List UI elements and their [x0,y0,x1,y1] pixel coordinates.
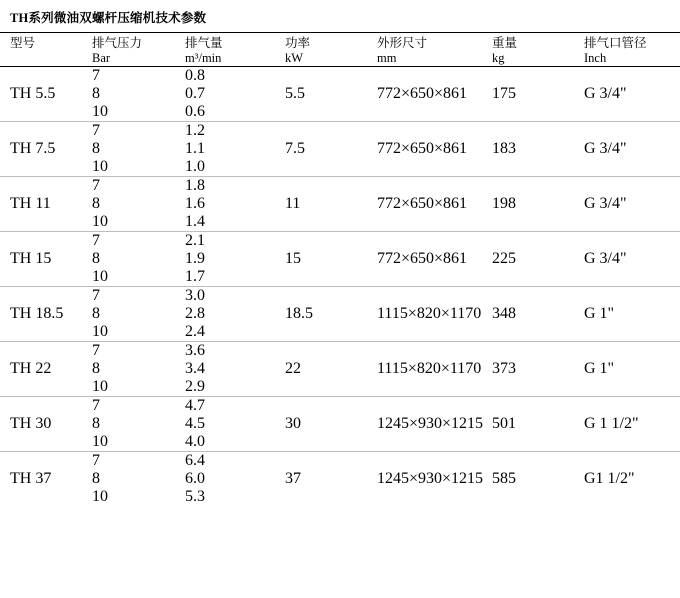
cell-power [285,323,377,341]
cell-pressure: 7 [92,177,100,194]
cell-power [285,158,377,176]
table-row [0,213,680,231]
cell-port: G1 1/2" [584,470,635,487]
specifications-table [0,32,680,506]
column-header-weight: 重量 [492,36,518,50]
cell-flow: 0.8 [185,67,205,84]
table-row [0,470,680,488]
cell-port [584,67,680,86]
cell-model [0,232,90,251]
cell-dimension [377,268,492,286]
cell-weight [492,342,584,361]
cell-power [285,287,377,306]
header-unit-row [0,51,680,66]
cell-flow: 1.4 [185,213,205,230]
page-title: TH系列微油双螺杆压缩机技术参数 [10,11,207,25]
cell-power [285,452,377,471]
cell-port: G 3/4" [584,250,627,267]
column-header-flow: 排气量 [185,36,223,50]
cell-flow: 1.0 [185,158,205,175]
cell-dimension: 772×650×861 [377,195,468,212]
cell-weight [492,177,584,196]
cell-port [584,378,680,396]
table-row [0,195,680,213]
cell-weight: 225 [492,250,516,267]
cell-flow: 4.0 [185,433,205,450]
table-row [0,360,680,378]
cell-weight [492,122,584,141]
cell-flow: 1.9 [185,250,205,267]
cell-power [285,488,377,506]
cell-flow: 3.6 [185,342,205,359]
cell-weight [492,378,584,396]
cell-dimension: 772×650×861 [377,140,468,157]
table-row [0,103,680,121]
cell-dimension [377,452,492,471]
cell-model [0,268,90,286]
table-row [0,250,680,268]
table-row [0,397,680,416]
table-row [0,268,680,286]
cell-weight [492,452,584,471]
cell-model [0,323,90,341]
cell-power: 5.5 [285,85,305,102]
cell-model [0,433,90,451]
cell-port [584,397,680,416]
table-row [0,488,680,506]
cell-port: G 1 1/2" [584,415,639,432]
cell-model [0,488,90,506]
cell-flow: 1.8 [185,177,205,194]
cell-flow: 4.7 [185,397,205,414]
cell-weight [492,103,584,121]
cell-flow: 6.0 [185,470,205,487]
unit-dimension: mm [377,51,397,65]
cell-pressure: 7 [92,122,100,139]
cell-flow: 0.7 [185,85,205,102]
cell-power [285,103,377,121]
cell-weight: 585 [492,470,516,487]
cell-port [584,342,680,361]
cell-model: TH 5.5 [10,85,56,102]
table-row [0,378,680,396]
cell-port: G 1" [584,305,615,322]
cell-dimension: 1245×930×1215 [377,415,484,432]
cell-pressure: 7 [92,287,100,304]
cell-power: 22 [285,360,301,377]
cell-port [584,158,680,176]
cell-dimension [377,287,492,306]
cell-port [584,177,680,196]
cell-dimension: 1245×930×1215 [377,470,484,487]
cell-model: TH 7.5 [10,140,56,157]
cell-flow: 5.3 [185,488,205,505]
cell-pressure: 10 [92,268,108,285]
cell-power [285,213,377,231]
cell-dimension [377,232,492,251]
cell-power [285,342,377,361]
cell-flow: 3.0 [185,287,205,304]
cell-pressure: 8 [92,360,100,377]
table-row [0,452,680,471]
cell-flow: 1.1 [185,140,205,157]
cell-port [584,103,680,121]
table-row [0,158,680,176]
unit-model [0,51,90,66]
cell-port [584,433,680,451]
cell-port: G 3/4" [584,195,627,212]
cell-pressure: 7 [92,67,100,84]
cell-dimension: 772×650×861 [377,250,468,267]
cell-model [0,397,90,416]
cell-port [584,232,680,251]
cell-flow: 1.6 [185,195,205,212]
cell-power: 15 [285,250,301,267]
table-row [0,177,680,196]
cell-weight [492,287,584,306]
cell-power [285,232,377,251]
cell-dimension [377,397,492,416]
cell-port [584,323,680,341]
cell-power [285,433,377,451]
cell-flow: 3.4 [185,360,205,377]
table-row [0,140,680,158]
cell-port [584,488,680,506]
cell-port [584,268,680,286]
cell-weight: 348 [492,305,516,322]
cell-weight: 175 [492,85,516,102]
cell-port [584,452,680,471]
cell-weight [492,232,584,251]
cell-power: 30 [285,415,301,432]
cell-model [0,213,90,231]
cell-power: 37 [285,470,301,487]
cell-port: G 3/4" [584,85,627,102]
cell-dimension [377,122,492,141]
table-header [0,33,680,67]
cell-model: TH 22 [10,360,52,377]
cell-flow: 1.2 [185,122,205,139]
cell-power: 7.5 [285,140,305,157]
cell-flow: 0.6 [185,103,205,120]
cell-dimension [377,488,492,506]
cell-pressure: 7 [92,232,100,249]
cell-flow: 1.7 [185,268,205,285]
cell-model [0,378,90,396]
cell-pressure: 8 [92,250,100,267]
table-row [0,415,680,433]
cell-pressure: 10 [92,323,108,340]
cell-model [0,452,90,471]
cell-pressure: 10 [92,103,108,120]
cell-weight [492,488,584,506]
cell-port: G 1" [584,360,615,377]
cell-pressure: 10 [92,433,108,450]
table-row [0,287,680,306]
cell-weight [492,397,584,416]
column-header-pressure: 排气压力 [92,36,143,50]
cell-flow: 6.4 [185,452,205,469]
cell-model [0,103,90,121]
cell-dimension [377,378,492,396]
unit-pressure: Bar [92,51,111,65]
column-header-model: 型号 [10,36,36,50]
cell-dimension [377,433,492,451]
cell-pressure: 8 [92,470,100,487]
column-header-power: 功率 [285,36,311,50]
cell-power [285,378,377,396]
cell-model [0,342,90,361]
cell-dimension [377,103,492,121]
cell-model: TH 37 [10,470,52,487]
cell-flow: 2.1 [185,232,205,249]
header-label-row [0,33,680,51]
cell-model [0,67,90,86]
cell-pressure: 10 [92,488,108,505]
cell-power: 11 [285,195,301,212]
cell-power [285,67,377,86]
cell-pressure: 8 [92,85,100,102]
table-body [0,67,680,507]
cell-flow: 2.8 [185,305,205,322]
cell-dimension [377,67,492,86]
cell-weight [492,268,584,286]
cell-pressure: 7 [92,397,100,414]
cell-pressure: 10 [92,213,108,230]
cell-dimension [377,158,492,176]
cell-pressure: 8 [92,415,100,432]
cell-weight: 198 [492,195,516,212]
cell-port [584,287,680,306]
cell-port [584,213,680,231]
unit-port: Inch [584,51,607,65]
cell-pressure: 7 [92,342,100,359]
table-row [0,232,680,251]
column-header-port: 排气口管径 [584,36,647,50]
table-row [0,323,680,341]
cell-model [0,287,90,306]
cell-weight [492,67,584,86]
cell-model [0,177,90,196]
cell-weight: 183 [492,140,516,157]
table-row [0,122,680,141]
cell-pressure: 8 [92,140,100,157]
cell-flow: 4.5 [185,415,205,432]
cell-dimension: 1115×820×1170 [377,360,482,377]
cell-power [285,177,377,196]
cell-power: 18.5 [285,305,313,322]
cell-weight [492,158,584,176]
cell-flow: 2.4 [185,323,205,340]
cell-weight: 501 [492,415,516,432]
cell-port: G 3/4" [584,140,627,157]
cell-power [285,397,377,416]
cell-pressure: 7 [92,452,100,469]
unit-flow: m³/min [185,51,222,65]
cell-dimension [377,342,492,361]
cell-dimension [377,213,492,231]
cell-pressure: 8 [92,305,100,322]
cell-dimension: 772×650×861 [377,85,468,102]
unit-power: kW [285,51,304,65]
cell-dimension: 1115×820×1170 [377,305,482,322]
cell-weight [492,213,584,231]
cell-model: TH 30 [10,415,52,432]
cell-pressure: 8 [92,195,100,212]
unit-weight: kg [492,51,505,65]
table-row [0,342,680,361]
cell-weight: 373 [492,360,516,377]
cell-flow: 2.9 [185,378,205,395]
table-row [0,433,680,451]
cell-model: TH 15 [10,250,52,267]
cell-pressure: 10 [92,378,108,395]
cell-dimension [377,323,492,341]
cell-weight [492,433,584,451]
cell-power [285,268,377,286]
column-header-dimension: 外形尺寸 [377,36,428,50]
table-row [0,67,680,86]
table-row [0,85,680,103]
table-row [0,305,680,323]
cell-port [584,122,680,141]
cell-model: TH 18.5 [10,305,64,322]
cell-dimension [377,177,492,196]
cell-model: TH 11 [10,195,51,212]
cell-power [285,122,377,141]
cell-model [0,122,90,141]
cell-model [0,158,90,176]
cell-weight [492,323,584,341]
cell-pressure: 10 [92,158,108,175]
